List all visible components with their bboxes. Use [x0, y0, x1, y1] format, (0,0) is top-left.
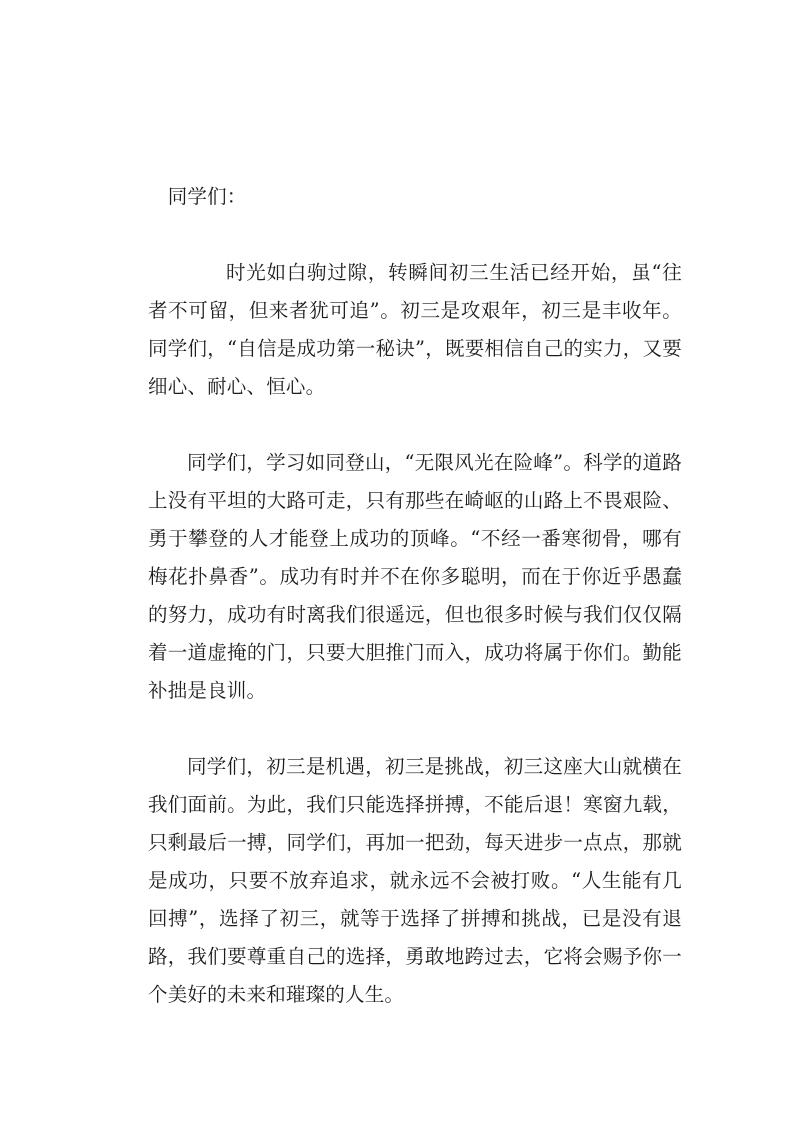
body-paragraph-1: 时光如白驹过隙，转瞬间初三生活已经开始，虽“往者不可留，但来者犹可追”。初三是攻艰年，初三是丰收年。同学们，“自信是成功第一秘诀”，既要相信自己的实力，又要细心、耐心、恒心。 — [148, 261, 682, 398]
document-text-body — [148, 178, 682, 1014]
body-paragraph-2: 同学们，学习如同登山，“无限风光在险峰”。科学的道路上没有平坦的大路可走，只有那些在崎岖的山路上不畏艰险、勇于攀登的人才能登上成功的顶峰。“不经一番寒彻骨，哪有梅花扑鼻香”。成功有时并不在你多聪明，而在于你近乎愚蠢的努力，成功有时离我们很遥远，但也很多时候与我们仅仅隔着一道虚掩的门，只要大胆推门而入，成功将属于你们。勤能补拙是良训。 — [148, 451, 682, 702]
body-paragraph-3: 同学们，初三是机遇，初三是挑战，初三这座大山就横在我们面前。为此，我们只能选择拼搏，不能后退！寒窗九载，只剩最后一搏，同学们，再加一把劲，每天进步一点点，那就是成功，只要不放弃追求，就永远不会被打败。“人生能有几回搏”，选择了初三，就等于选择了拼搏和挑战，已是没有退路，我们要尊重自己的选择，勇敢地跨过去，它将会赐予你一个美好的未来和璀璨的人生。 — [148, 755, 682, 1006]
salutation-line: 同学们： — [148, 185, 247, 208]
